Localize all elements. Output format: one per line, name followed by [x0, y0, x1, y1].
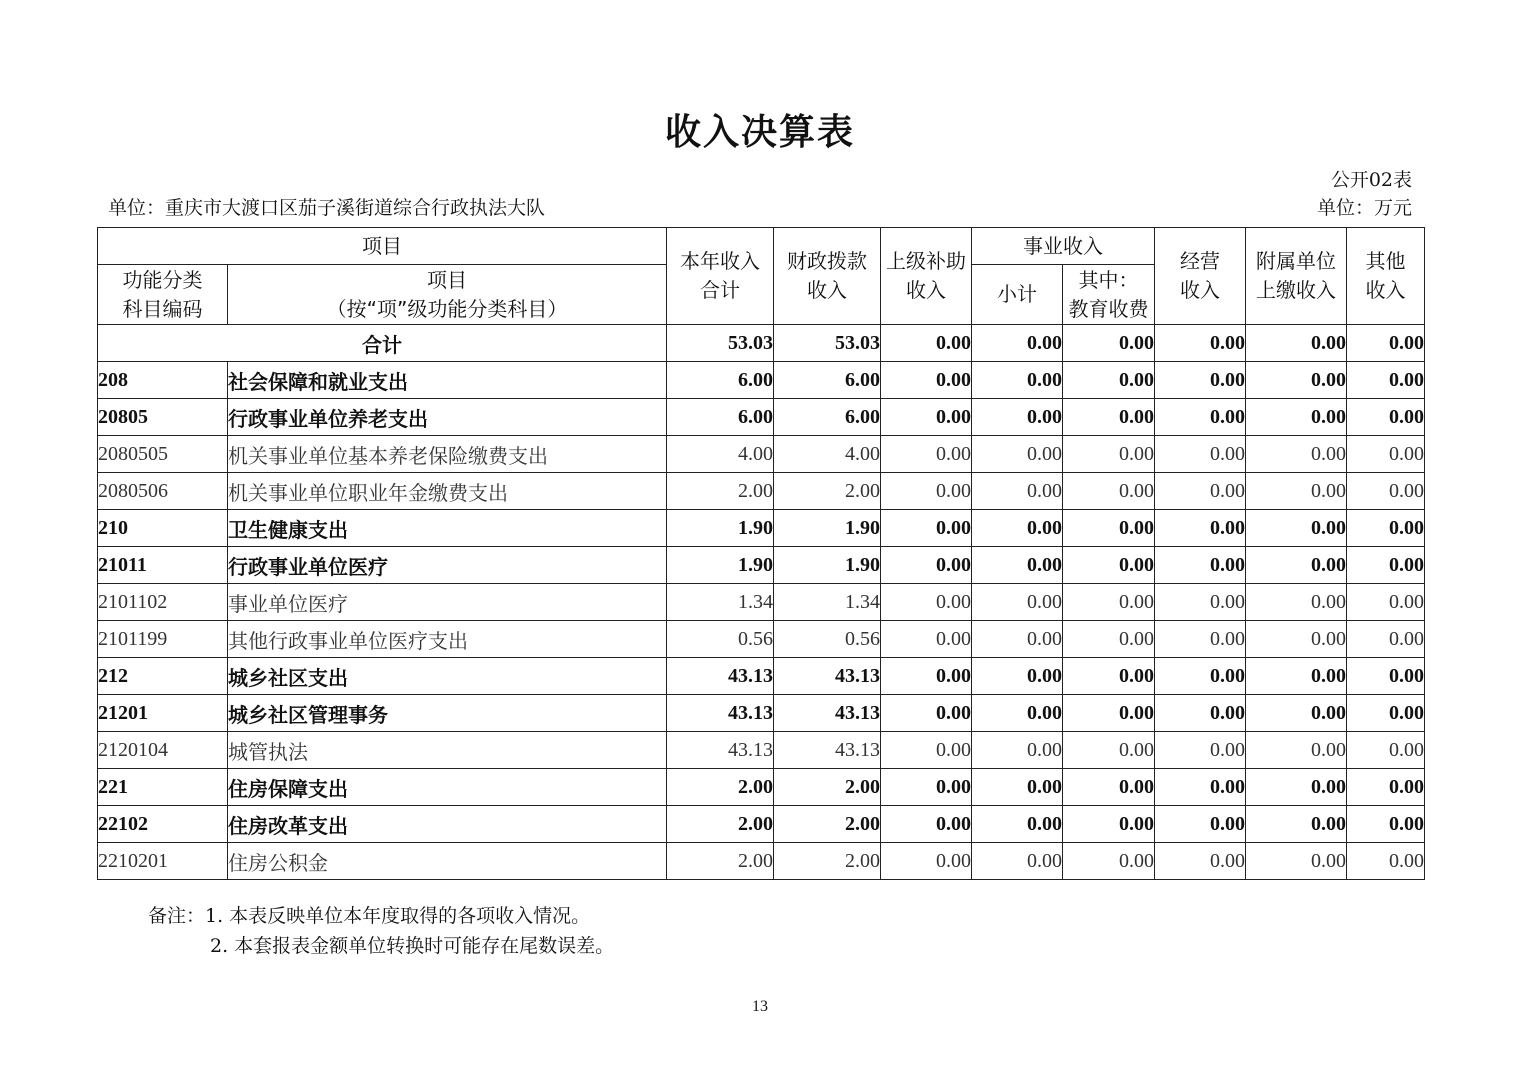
header-other-text: 其他收入: [1365, 249, 1406, 302]
header-business: 事业收入: [972, 228, 1155, 265]
row-value: 0.00: [881, 806, 972, 843]
row-value: 0.00: [1063, 843, 1155, 880]
row-value: 0.00: [1246, 473, 1347, 510]
row-value: 0.00: [1155, 695, 1246, 732]
row-value: 0.00: [881, 695, 972, 732]
row-value: 1.90: [667, 547, 774, 584]
row-value: 2.00: [667, 806, 774, 843]
row-value: 0.00: [881, 399, 972, 436]
row-value: 43.13: [774, 695, 881, 732]
row-value: 0.00: [1155, 510, 1246, 547]
row-value: 0.00: [1155, 547, 1246, 584]
notes: [148, 901, 614, 961]
row-value: 0.00: [1063, 399, 1155, 436]
total-cell: 0.00: [1155, 325, 1246, 362]
row-value: 0.00: [881, 362, 972, 399]
row-name: 行政事业单位医疗: [228, 547, 667, 584]
row-value: 0.00: [1347, 547, 1425, 584]
header-name: [228, 265, 667, 325]
row-value: 0.00: [1246, 399, 1347, 436]
row-value: 0.00: [1347, 769, 1425, 806]
row-value: 0.00: [1063, 621, 1155, 658]
header-operating: [1155, 228, 1246, 325]
row-name: 城管执法: [228, 732, 667, 769]
table-row: [98, 510, 1425, 547]
header-project: 项目: [98, 228, 667, 265]
row-code: 21201: [98, 695, 228, 732]
row-value: 6.00: [774, 362, 881, 399]
row-value: 2.00: [667, 769, 774, 806]
row-value: 0.00: [881, 473, 972, 510]
table-row: [98, 584, 1425, 621]
header-total-text: 本年收入合计: [680, 249, 760, 302]
income-table: [97, 227, 1425, 880]
row-value: 0.56: [774, 621, 881, 658]
row-value: 0.00: [1246, 769, 1347, 806]
row-code: 2080505: [98, 436, 228, 473]
table-row: [98, 621, 1425, 658]
row-code: 2080506: [98, 473, 228, 510]
table-row: [98, 658, 1425, 695]
row-code: 212: [98, 658, 228, 695]
row-name: 城乡社区支出: [228, 658, 667, 695]
total-cell: 0.00: [972, 325, 1063, 362]
row-value: 0.00: [1155, 621, 1246, 658]
row-value: 0.00: [1063, 695, 1155, 732]
row-value: 0.00: [972, 769, 1063, 806]
row-value: 1.34: [667, 584, 774, 621]
row-value: 0.00: [1246, 806, 1347, 843]
row-value: 0.00: [1246, 658, 1347, 695]
row-value: 0.00: [972, 584, 1063, 621]
row-value: 0.00: [881, 843, 972, 880]
total-cell: 53.03: [774, 325, 881, 362]
total-label: 合计: [98, 325, 667, 362]
row-name: 住房改革支出: [228, 806, 667, 843]
row-value: 0.00: [1063, 473, 1155, 510]
row-code: 2101102: [98, 584, 228, 621]
row-name: 事业单位医疗: [228, 584, 667, 621]
row-value: 0.00: [1155, 732, 1246, 769]
table-row: [98, 769, 1425, 806]
row-value: 0.00: [972, 362, 1063, 399]
row-code: 208: [98, 362, 228, 399]
row-value: 1.90: [774, 547, 881, 584]
total-row: [98, 325, 1425, 362]
table-row: [98, 547, 1425, 584]
row-value: 0.00: [881, 658, 972, 695]
row-code: 21011: [98, 547, 228, 584]
row-value: 0.00: [1155, 584, 1246, 621]
total-cell: 0.00: [1063, 325, 1155, 362]
total-cell: 0.00: [1246, 325, 1347, 362]
row-code: 20805: [98, 399, 228, 436]
row-value: 0.00: [1246, 695, 1347, 732]
row-value: 0.00: [972, 473, 1063, 510]
note-line-1: 备注：1. 本表反映单位本年度取得的各项收入情况。: [148, 905, 591, 927]
row-value: 0.00: [1347, 806, 1425, 843]
row-value: 0.00: [972, 436, 1063, 473]
row-value: 0.00: [1063, 584, 1155, 621]
row-code: 22102: [98, 806, 228, 843]
row-value: 0.00: [972, 806, 1063, 843]
row-value: 43.13: [774, 658, 881, 695]
row-code: 221: [98, 769, 228, 806]
row-name: 机关事业单位基本养老保险缴费支出: [228, 436, 667, 473]
row-value: 0.00: [1347, 695, 1425, 732]
row-value: 0.00: [881, 436, 972, 473]
page-title: 收入决算表: [664, 112, 855, 153]
row-value: 2.00: [667, 473, 774, 510]
row-value: 0.00: [881, 547, 972, 584]
header-fiscal: [774, 228, 881, 325]
row-value: 0.00: [972, 399, 1063, 436]
row-value: 0.00: [972, 547, 1063, 584]
row-value: 0.00: [972, 658, 1063, 695]
row-value: 0.00: [1347, 436, 1425, 473]
row-value: 0.00: [1063, 510, 1155, 547]
row-value: 0.00: [1063, 362, 1155, 399]
row-value: 0.00: [1347, 510, 1425, 547]
header-operating-text: 经营收入: [1180, 249, 1220, 302]
row-value: 0.00: [1063, 732, 1155, 769]
total-cell: 0.00: [1347, 325, 1425, 362]
row-value: 0.00: [1155, 843, 1246, 880]
row-value: 1.90: [774, 510, 881, 547]
row-value: 0.00: [881, 621, 972, 658]
header-fiscal-text: 财政拨款收入: [787, 249, 867, 302]
row-value: 0.00: [1155, 436, 1246, 473]
row-value: 0.00: [1063, 806, 1155, 843]
row-name: 住房公积金: [228, 843, 667, 880]
row-value: 0.00: [1347, 399, 1425, 436]
table-row: [98, 843, 1425, 880]
row-value: 0.00: [1347, 732, 1425, 769]
row-value: 0.00: [972, 732, 1063, 769]
row-value: 2.00: [667, 843, 774, 880]
header-code: [98, 265, 228, 325]
table-row: [98, 806, 1425, 843]
row-value: 1.34: [774, 584, 881, 621]
row-name: 社会保障和就业支出: [228, 362, 667, 399]
row-value: 0.00: [1246, 584, 1347, 621]
header-affiliated-text: 附属单位上缴收入: [1256, 249, 1336, 302]
row-value: 2.00: [774, 769, 881, 806]
row-value: 0.00: [1347, 843, 1425, 880]
row-name: 机关事业单位职业年金缴费支出: [228, 473, 667, 510]
row-value: 0.00: [972, 510, 1063, 547]
row-name: 住房保障支出: [228, 769, 667, 806]
row-value: 0.00: [972, 621, 1063, 658]
row-value: 4.00: [667, 436, 774, 473]
row-value: 0.00: [1155, 806, 1246, 843]
header-superior-text: 上级补助收入: [886, 249, 966, 302]
row-value: 0.00: [1347, 584, 1425, 621]
row-value: 0.00: [881, 510, 972, 547]
row-value: 0.00: [881, 732, 972, 769]
form-number: 公开02表: [1330, 169, 1412, 191]
row-value: 0.00: [1246, 547, 1347, 584]
row-name: 卫生健康支出: [228, 510, 667, 547]
table-row: [98, 362, 1425, 399]
header-edu-line1: 其中：: [1078, 267, 1139, 292]
row-value: 43.13: [667, 732, 774, 769]
header-other: [1347, 228, 1425, 325]
row-value: 2.00: [774, 843, 881, 880]
table-row: [98, 436, 1425, 473]
header-subtotal: 小计: [972, 265, 1063, 325]
row-value: 0.00: [1246, 732, 1347, 769]
row-code: 210: [98, 510, 228, 547]
row-value: 2.00: [774, 473, 881, 510]
header-name-line2: （按“项”级功能分类科目）: [326, 296, 568, 321]
row-value: 0.00: [1347, 362, 1425, 399]
row-value: 0.00: [1246, 510, 1347, 547]
row-value: 0.00: [1063, 658, 1155, 695]
row-value: 0.00: [1246, 621, 1347, 658]
row-value: 0.00: [1155, 362, 1246, 399]
table-row: [98, 732, 1425, 769]
row-value: 0.00: [1155, 399, 1246, 436]
row-value: 0.56: [667, 621, 774, 658]
currency-unit: 单位：万元: [1316, 197, 1412, 219]
header-edu: [1063, 265, 1155, 325]
note-line-2: 2. 本套报表金额单位转换时可能存在尾数误差。: [210, 935, 615, 957]
header-superior: [881, 228, 972, 325]
row-value: 0.00: [1347, 658, 1425, 695]
row-value: 0.00: [1246, 362, 1347, 399]
row-name: 城乡社区管理事务: [228, 695, 667, 732]
row-value: 0.00: [972, 843, 1063, 880]
row-value: 2.00: [774, 806, 881, 843]
reporting-unit: 单位：重庆市大渡口区茄子溪街道综合行政执法大队: [108, 197, 546, 219]
row-value: 43.13: [667, 658, 774, 695]
row-value: 0.00: [1246, 436, 1347, 473]
row-code: 2101199: [98, 621, 228, 658]
row-value: 0.00: [1347, 621, 1425, 658]
row-value: 0.00: [1063, 436, 1155, 473]
row-name: 行政事业单位养老支出: [228, 399, 667, 436]
row-value: 6.00: [667, 362, 774, 399]
row-code: 2120104: [98, 732, 228, 769]
row-value: 0.00: [1347, 473, 1425, 510]
header-total: [667, 228, 774, 325]
row-value: 0.00: [972, 695, 1063, 732]
row-value: 0.00: [881, 584, 972, 621]
table-row: [98, 473, 1425, 510]
header-code-text: 功能分类科目编码: [122, 267, 203, 321]
table-row: [98, 399, 1425, 436]
header-affiliated: [1246, 228, 1347, 325]
row-value: 0.00: [881, 769, 972, 806]
row-value: 43.13: [667, 695, 774, 732]
row-value: 0.00: [1063, 547, 1155, 584]
row-value: 43.13: [774, 732, 881, 769]
row-name: 其他行政事业单位医疗支出: [228, 621, 667, 658]
row-code: 2210201: [98, 843, 228, 880]
page-number: 13: [752, 998, 768, 1015]
row-value: 6.00: [774, 399, 881, 436]
row-value: 0.00: [1155, 473, 1246, 510]
table-row: [98, 695, 1425, 732]
header-name-line1: 项目: [427, 267, 467, 292]
total-cell: 53.03: [667, 325, 774, 362]
row-value: 1.90: [667, 510, 774, 547]
row-value: 0.00: [1155, 769, 1246, 806]
row-value: 0.00: [1246, 843, 1347, 880]
header-edu-line2: 教育收费: [1068, 296, 1149, 321]
row-value: 6.00: [667, 399, 774, 436]
row-value: 4.00: [774, 436, 881, 473]
row-value: 0.00: [1155, 658, 1246, 695]
total-cell: 0.00: [881, 325, 972, 362]
row-value: 0.00: [1063, 769, 1155, 806]
